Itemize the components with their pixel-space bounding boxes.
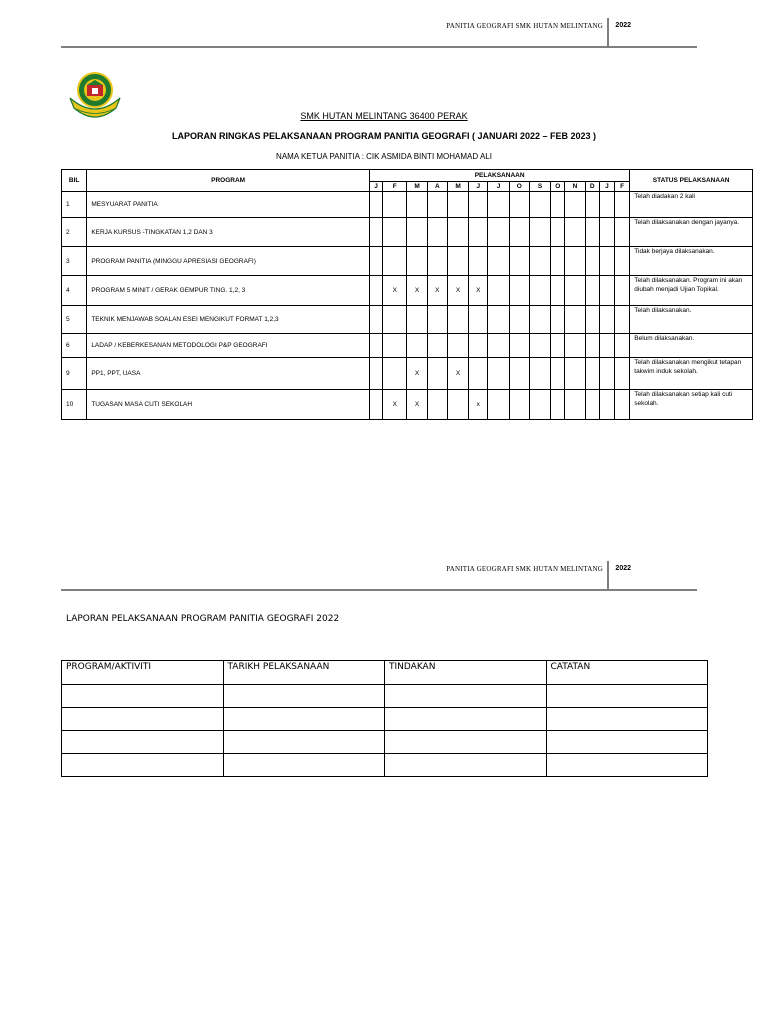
month-mark [383, 218, 407, 247]
table-cell [546, 708, 708, 731]
month-mark [599, 218, 614, 247]
row-status: Telah dilaksanakan dengan jayanya. [630, 218, 753, 247]
month-mark [565, 247, 585, 276]
month-mark: X [469, 276, 488, 306]
table-cell [223, 754, 385, 777]
row-status: Telah dilaksanakan. Program ini akan diubah menjadi Ujian Topikal. [630, 276, 753, 306]
month-mark [565, 390, 585, 420]
month-label: N [565, 181, 585, 191]
month-mark [469, 358, 488, 390]
month-mark [565, 276, 585, 306]
row-program: PROGRAM 5 MINIT / GERAK GEMPUR TING. 1,2, 3 [87, 276, 370, 306]
row-program: PROGRAM PANITIA (MINGGU APRESIASI GEOGRAFI) [87, 247, 370, 276]
table-cell [546, 731, 708, 754]
month-mark [488, 358, 509, 390]
month-mark [509, 390, 529, 420]
month-mark [509, 334, 529, 358]
month-mark [529, 390, 550, 420]
table-cell [546, 754, 708, 777]
month-mark [529, 334, 550, 358]
row-program: KERJA KURSUS -TINGKATAN 1,2 DAN 3 [87, 218, 370, 247]
header-school-text: PANITIA GEOGRAFI SMK HUTAN MELINTANG [446, 22, 603, 30]
month-mark [599, 390, 614, 420]
month-mark [427, 306, 447, 334]
month-mark [509, 276, 529, 306]
month-mark [614, 306, 629, 334]
month-mark [599, 247, 614, 276]
month-mark [427, 218, 447, 247]
month-mark [488, 218, 509, 247]
col-status: STATUS PELAKSANAAN [630, 170, 753, 192]
month-mark [551, 247, 565, 276]
month-mark [565, 218, 585, 247]
month-mark [383, 358, 407, 390]
month-mark [529, 247, 550, 276]
month-mark [599, 334, 614, 358]
month-mark [614, 276, 629, 306]
month-mark [585, 276, 599, 306]
row-bil: 9 [62, 358, 87, 390]
month-mark [407, 218, 427, 247]
month-mark [427, 390, 447, 420]
month-mark [614, 358, 629, 390]
month-mark [447, 334, 468, 358]
month-mark: X [407, 276, 427, 306]
row-status: Telah diadakan 2 kali [630, 192, 753, 218]
row-status: Tidak berjaya dilaksanakan. [630, 247, 753, 276]
col-bil: BIL [62, 170, 87, 192]
month-label: M [407, 181, 427, 191]
month-mark [369, 276, 382, 306]
month-mark [585, 306, 599, 334]
month-mark [585, 334, 599, 358]
table-cell [546, 685, 708, 708]
month-mark [407, 334, 427, 358]
table-row [62, 192, 753, 218]
report-title: LAPORAN RINGKAS PELAKSANAAN PROGRAM PANITIA GEOGRAFI ( JANUARI 2022 – FEB 2023 ) [171, 131, 597, 141]
month-mark: X [383, 276, 407, 306]
month-label: A [427, 181, 447, 191]
month-mark: X [407, 358, 427, 390]
table-cell [385, 685, 547, 708]
month-mark [565, 334, 585, 358]
table-row [62, 334, 753, 358]
month-mark [509, 247, 529, 276]
month-mark [383, 247, 407, 276]
table-row [62, 276, 753, 306]
month-mark [369, 306, 382, 334]
month-mark [529, 306, 550, 334]
month-mark [529, 192, 550, 218]
month-mark [383, 334, 407, 358]
col-pelaksanaan: PELAKSANAAN [369, 170, 629, 182]
activity-table [61, 660, 708, 777]
row-status: Telah dilaksanakan. [630, 306, 753, 334]
row-bil: 10 [62, 390, 87, 420]
month-mark: x [469, 390, 488, 420]
month-mark [614, 247, 629, 276]
month-mark [427, 247, 447, 276]
page-header-2 [61, 543, 697, 591]
month-mark [369, 218, 382, 247]
col-program: PROGRAM [87, 170, 370, 192]
table-row [62, 754, 708, 777]
activity-header-row [62, 661, 708, 685]
month-mark [427, 334, 447, 358]
month-mark [447, 306, 468, 334]
row-bil: 2 [62, 218, 87, 247]
table-cell [62, 685, 224, 708]
month-mark [509, 306, 529, 334]
table-cell [385, 708, 547, 731]
month-mark [599, 358, 614, 390]
month-mark [551, 276, 565, 306]
month-mark [509, 192, 529, 218]
month-mark [614, 334, 629, 358]
program-table [61, 169, 753, 420]
month-mark [488, 276, 509, 306]
header-year: 2022 [615, 22, 631, 29]
month-mark [614, 390, 629, 420]
month-mark [488, 306, 509, 334]
month-mark [599, 306, 614, 334]
month-mark [585, 247, 599, 276]
row-status: Belum dilaksanakan. [630, 334, 753, 358]
table-cell [62, 754, 224, 777]
table-row [62, 358, 753, 390]
row-program: TUGASAN MASA CUTI SEKOLAH [87, 390, 370, 420]
ketua-panitia: NAMA KETUA PANITIA : CIK ASMIDA BINTI MOHAMAD ALI [276, 152, 492, 161]
month-mark [407, 247, 427, 276]
month-mark [599, 276, 614, 306]
table-row [62, 685, 708, 708]
table-row [62, 218, 753, 247]
table-cell [223, 708, 385, 731]
header-separator [607, 18, 609, 46]
month-mark [488, 334, 509, 358]
row-bil: 6 [62, 334, 87, 358]
month-mark [369, 334, 382, 358]
month-mark [383, 192, 407, 218]
table-row [62, 731, 708, 754]
row-bil: 3 [62, 247, 87, 276]
month-mark [469, 334, 488, 358]
month-mark [529, 276, 550, 306]
month-mark [447, 390, 468, 420]
month-mark [614, 192, 629, 218]
row-status: Telah dilaksanakan mengikut tetapan takwim induk sekolah. [630, 358, 753, 390]
table-row [62, 708, 708, 731]
month-mark [407, 192, 427, 218]
month-label: D [585, 181, 599, 191]
header-school-text: PANITIA GEOGRAFI SMK HUTAN MELINTANG [446, 565, 603, 573]
month-label: O [509, 181, 529, 191]
month-mark [369, 390, 382, 420]
month-mark [565, 358, 585, 390]
month-label: F [383, 181, 407, 191]
month-label: F [614, 181, 629, 191]
month-label: M [447, 181, 468, 191]
page2-title: LAPORAN PELAKSANAAN PROGRAM PANITIA GEOGRAFI 2022 [66, 614, 340, 624]
table-cell [385, 731, 547, 754]
month-mark [529, 218, 550, 247]
month-label: O [551, 181, 565, 191]
month-label: S [529, 181, 550, 191]
month-mark [585, 192, 599, 218]
month-mark [585, 390, 599, 420]
month-mark [585, 358, 599, 390]
month-mark: X [447, 358, 468, 390]
month-mark [488, 390, 509, 420]
month-mark [565, 192, 585, 218]
table-header-row [62, 170, 753, 182]
month-mark [447, 218, 468, 247]
month-mark: X [383, 390, 407, 420]
month-mark [469, 306, 488, 334]
month-mark [427, 192, 447, 218]
month-mark [369, 192, 382, 218]
month-mark [509, 358, 529, 390]
table-cell [62, 731, 224, 754]
month-mark [447, 192, 468, 218]
table-cell [223, 685, 385, 708]
table-row [62, 247, 753, 276]
month-mark [488, 192, 509, 218]
month-mark [551, 334, 565, 358]
page-header [61, 0, 697, 48]
month-mark [369, 247, 382, 276]
month-mark [551, 218, 565, 247]
month-mark: X [407, 390, 427, 420]
table-cell [223, 731, 385, 754]
header-separator [607, 561, 609, 589]
row-status: Telah dilaksanakan setiap kali cuti sekolah. [630, 390, 753, 420]
row-program: LADAP / KEBERKESANAN METODOLOGI P&P GEOGRAFI [87, 334, 370, 358]
month-mark [447, 247, 468, 276]
month-mark [529, 358, 550, 390]
month-label: J [488, 181, 509, 191]
month-mark: X [447, 276, 468, 306]
month-mark [551, 358, 565, 390]
month-mark [565, 306, 585, 334]
table-cell [62, 708, 224, 731]
month-mark [551, 192, 565, 218]
row-program: TEKNIK MENJAWAB SOALAN ESEI MENGIKUT FORMAT 1,2,3 [87, 306, 370, 334]
row-bil: 5 [62, 306, 87, 334]
month-mark [407, 306, 427, 334]
month-mark [488, 247, 509, 276]
row-bil: 1 [62, 192, 87, 218]
month-mark [599, 192, 614, 218]
month-mark [469, 247, 488, 276]
row-bil: 4 [62, 276, 87, 306]
month-mark: X [427, 276, 447, 306]
activity-col-header: TINDAKAN [385, 661, 547, 685]
month-mark [469, 192, 488, 218]
month-mark [383, 306, 407, 334]
month-label: J [369, 181, 382, 191]
month-mark [469, 218, 488, 247]
row-program: MESYUARAT PANITIA [87, 192, 370, 218]
month-mark [614, 218, 629, 247]
month-label: J [469, 181, 488, 191]
month-mark [585, 218, 599, 247]
activity-col-header: CATATAN [546, 661, 708, 685]
school-line: SMK HUTAN MELINTANG 36400 PERAK [300, 111, 468, 121]
month-mark [369, 358, 382, 390]
row-program: PP1, PPT, UASA [87, 358, 370, 390]
table-row [62, 390, 753, 420]
program-table-body [62, 192, 753, 420]
header-year: 2022 [615, 565, 631, 572]
activity-col-header: TARIKH PELAKSANAAN [223, 661, 385, 685]
table-row [62, 306, 753, 334]
month-mark [509, 218, 529, 247]
activity-col-header: PROGRAM/AKTIVITI [62, 661, 224, 685]
month-mark [427, 358, 447, 390]
month-mark [551, 390, 565, 420]
month-mark [551, 306, 565, 334]
table-cell [385, 754, 547, 777]
month-label: J [599, 181, 614, 191]
